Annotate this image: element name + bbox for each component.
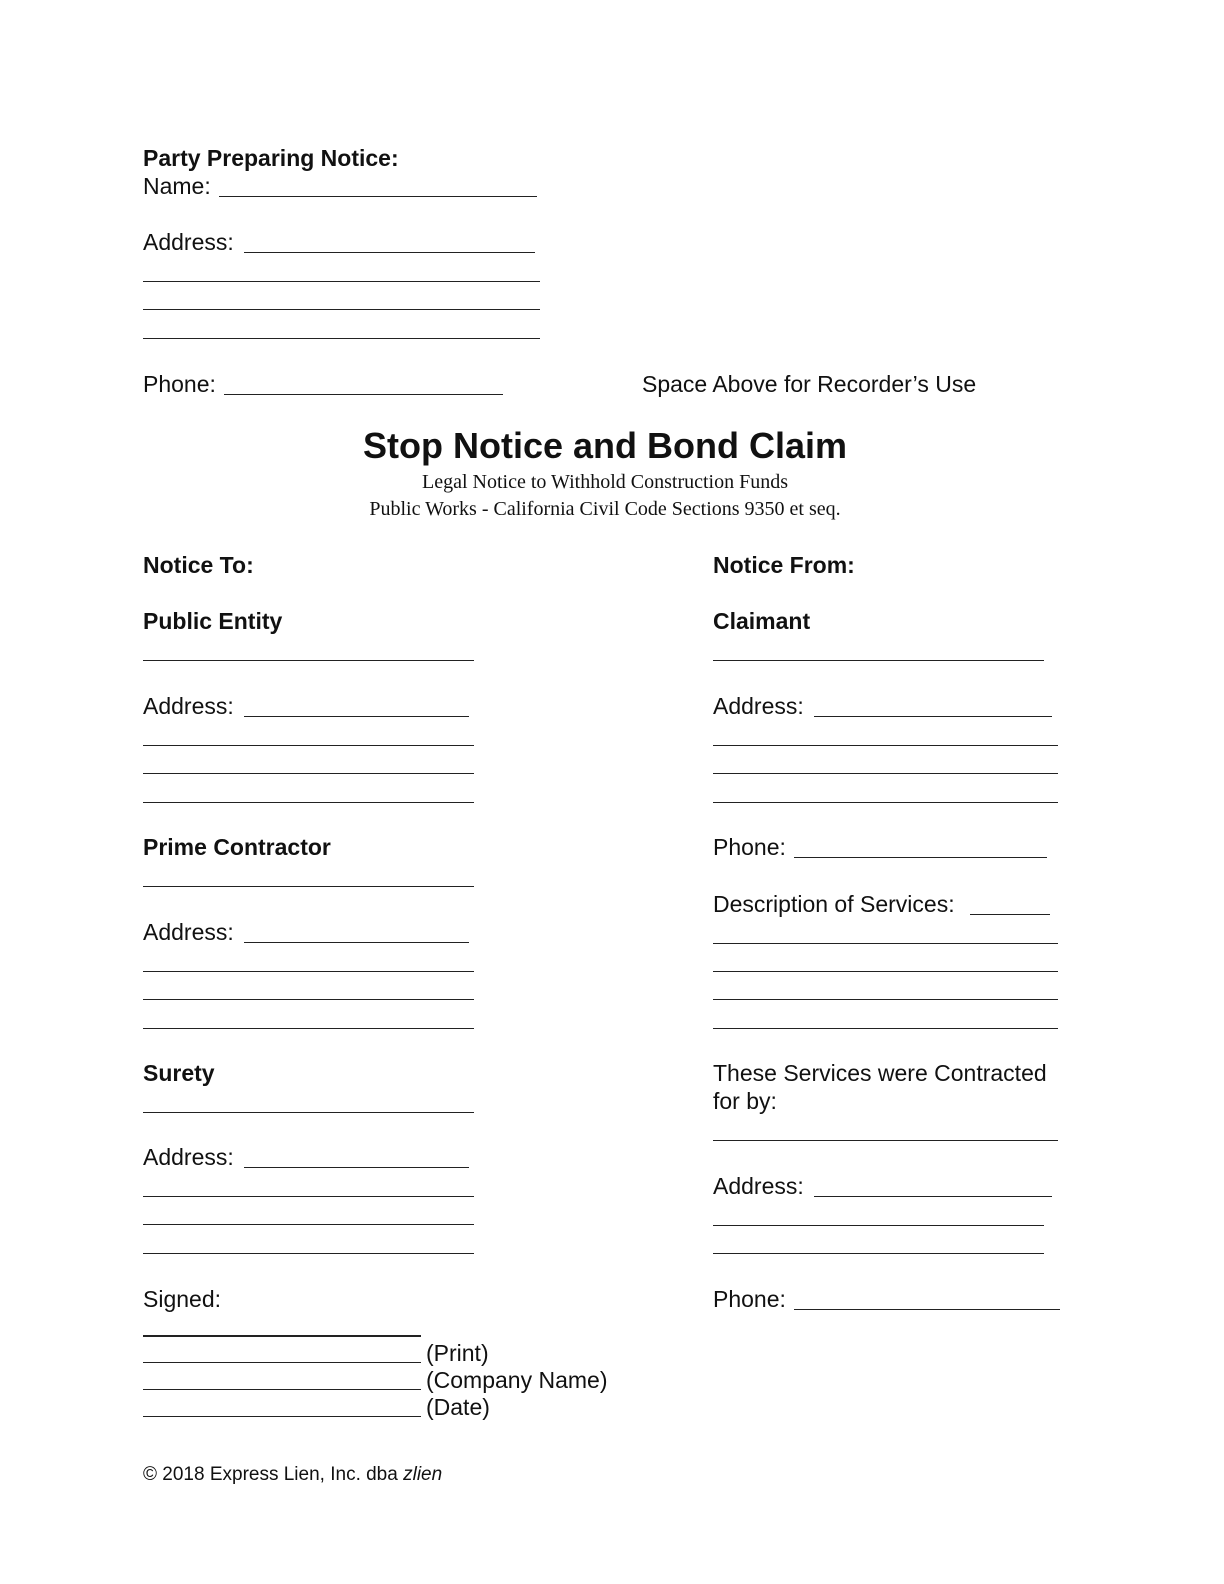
- public-entity-name-field[interactable]: [143, 660, 474, 661]
- preparer-heading: Party Preparing Notice:: [143, 145, 399, 171]
- public-entity-address-line-2[interactable]: [143, 745, 474, 746]
- prime-contractor-address-line-2[interactable]: [143, 971, 474, 972]
- claimant-address-line-4[interactable]: [713, 802, 1058, 803]
- claimant-phone-label: Phone:: [713, 834, 786, 860]
- preparer-name-field[interactable]: [219, 196, 537, 197]
- notice-from-heading: Notice From:: [713, 552, 855, 578]
- claimant-address-field[interactable]: [814, 716, 1052, 717]
- description-line-3[interactable]: [713, 971, 1058, 972]
- description-label: Description of Services:: [713, 891, 955, 917]
- company-name-field[interactable]: [143, 1389, 421, 1390]
- preparer-address-line-2[interactable]: [143, 281, 540, 282]
- prime-contractor-name-field[interactable]: [143, 886, 474, 887]
- signed-label: Signed:: [143, 1286, 222, 1312]
- print-name-field[interactable]: [143, 1362, 421, 1363]
- description-line-2[interactable]: [713, 943, 1058, 944]
- claimant-heading: Claimant: [713, 608, 811, 634]
- prime-contractor-address-field[interactable]: [244, 942, 469, 943]
- claimant-address-line-2[interactable]: [713, 745, 1058, 746]
- surety-address-line-4[interactable]: [143, 1253, 474, 1254]
- public-entity-heading: Public Entity: [143, 608, 283, 634]
- print-label: (Print): [426, 1340, 489, 1366]
- preparer-phone-field[interactable]: [224, 394, 503, 395]
- description-line-5[interactable]: [713, 1028, 1058, 1029]
- statute-reference: Public Works - California Civil Code Sections 9350 et seq.: [369, 498, 841, 520]
- signature-field[interactable]: [143, 1335, 421, 1337]
- public-entity-address-field[interactable]: [244, 716, 469, 717]
- claimant-address-label: Address:: [713, 693, 804, 719]
- surety-address-field[interactable]: [244, 1167, 469, 1168]
- preparer-address-line-4[interactable]: [143, 338, 540, 339]
- preparer-phone-label: Phone:: [143, 371, 216, 397]
- claimant-name-field[interactable]: [713, 660, 1044, 661]
- brand-name: zlien: [403, 1464, 443, 1485]
- footer-copyright: [143, 1463, 442, 1487]
- claimant-phone-field[interactable]: [794, 857, 1047, 858]
- recorder-note: Space Above for Recorder’s Use: [642, 371, 977, 397]
- surety-heading: Surety: [143, 1060, 215, 1086]
- preparer-address-line-3[interactable]: [143, 309, 540, 310]
- date-label: (Date): [426, 1394, 490, 1420]
- contracted-by-address-label: Address:: [713, 1173, 804, 1199]
- preparer-address-label: Address:: [143, 229, 234, 255]
- contracted-by-address-line-2[interactable]: [713, 1225, 1044, 1226]
- surety-address-line-3[interactable]: [143, 1224, 474, 1225]
- prime-contractor-address-line-3[interactable]: [143, 999, 474, 1000]
- prime-contractor-address-line-4[interactable]: [143, 1028, 474, 1029]
- contracted-by-phone-label: Phone:: [713, 1286, 786, 1312]
- company-name-label: (Company Name): [426, 1367, 608, 1393]
- copyright-text: © 2018 Express Lien, Inc. dba: [143, 1464, 398, 1485]
- contracted-by-label-line-2: for by:: [713, 1088, 777, 1114]
- contracted-by-phone-field[interactable]: [794, 1309, 1060, 1310]
- document-title: Stop Notice and Bond Claim: [362, 425, 847, 466]
- notice-to-heading: Notice To:: [143, 552, 254, 578]
- document-subtitle: Legal Notice to Withhold Construction Funds: [421, 471, 788, 493]
- prime-contractor-heading: Prime Contractor: [143, 834, 331, 860]
- preparer-name-label: Name:: [143, 173, 211, 199]
- contracted-by-address-line-3[interactable]: [713, 1253, 1044, 1254]
- contracted-by-label-line-1: These Services were Contracted: [713, 1060, 1047, 1086]
- prime-contractor-address-label: Address:: [143, 919, 234, 945]
- surety-name-field[interactable]: [143, 1112, 474, 1113]
- public-entity-address-line-3[interactable]: [143, 773, 474, 774]
- public-entity-address-line-4[interactable]: [143, 802, 474, 803]
- public-entity-address-label: Address:: [143, 693, 234, 719]
- contracted-by-name-field[interactable]: [713, 1140, 1058, 1141]
- contracted-by-address-field[interactable]: [814, 1196, 1052, 1197]
- claimant-address-line-3[interactable]: [713, 773, 1058, 774]
- description-line-4[interactable]: [713, 999, 1058, 1000]
- surety-address-label: Address:: [143, 1144, 234, 1170]
- description-field[interactable]: [970, 914, 1050, 915]
- surety-address-line-2[interactable]: [143, 1196, 474, 1197]
- date-field[interactable]: [143, 1416, 421, 1417]
- preparer-address-field[interactable]: [244, 252, 535, 253]
